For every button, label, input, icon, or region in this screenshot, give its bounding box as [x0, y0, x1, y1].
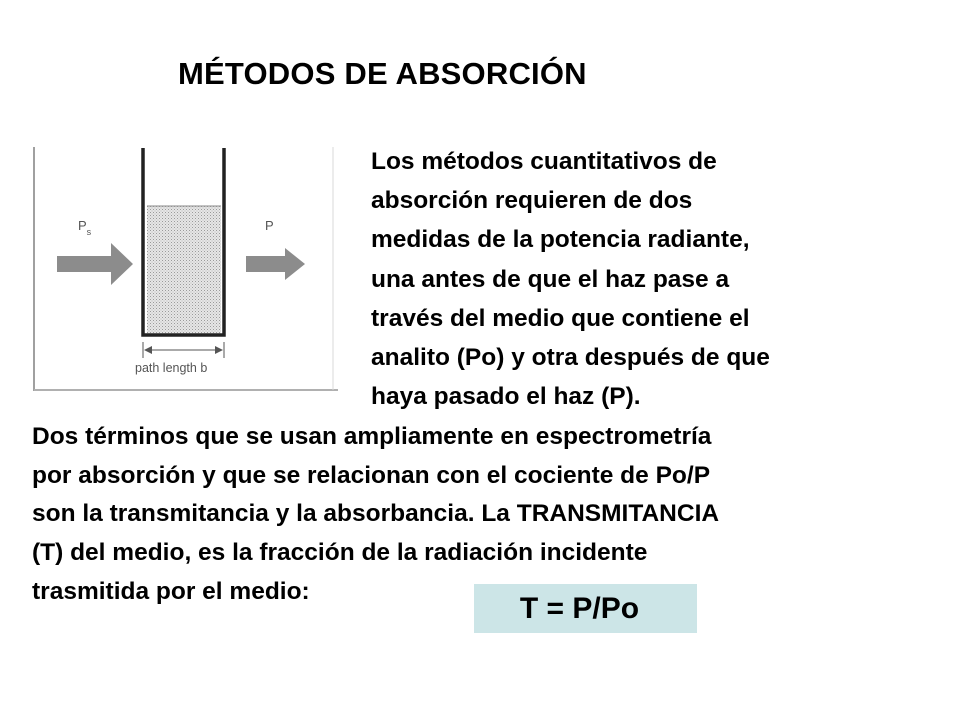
intro-line: Los métodos cuantitativos de: [371, 148, 717, 175]
transmittance-formula-box: [474, 584, 697, 633]
body-line: son la transmitancia y la absorbancia. La TRANSMITANCIA: [32, 500, 720, 528]
intro-line: analito (Po) y otra después de que: [371, 344, 770, 372]
sample-liquid: [147, 206, 221, 334]
path-length-label: path length b: [135, 361, 208, 375]
body-line: (T) del medio, es la fracción de la radiación incidente: [32, 539, 648, 567]
definition-paragraph: [32, 418, 932, 612]
slide-title: MÉTODOS DE ABSORCIÓN: [178, 56, 587, 91]
absorption-cell-diagram: [33, 146, 339, 392]
incident-power-symbol: P: [78, 218, 87, 233]
incident-power-subscript: s: [86, 227, 92, 237]
body-line: Dos términos que se usan ampliamente en espectrometría: [32, 423, 712, 450]
transmittance-formula: T = P/Po: [519, 591, 640, 625]
body-line: por absorción y que se relacionan con el cociente de Po/P: [32, 461, 711, 489]
intro-line: haya pasado el haz (P).: [371, 383, 641, 411]
intro-line: una antes de que el haz pase a: [371, 265, 730, 293]
body-line: trasmitida por el medio:: [32, 577, 310, 605]
transmitted-power-label: P: [265, 218, 274, 233]
intro-paragraph: [371, 142, 931, 416]
intro-line: través del medio que contiene el: [371, 304, 750, 332]
intro-line: medidas de la potencia radiante,: [371, 226, 750, 254]
intro-line: absorción requieren de dos: [371, 187, 693, 215]
